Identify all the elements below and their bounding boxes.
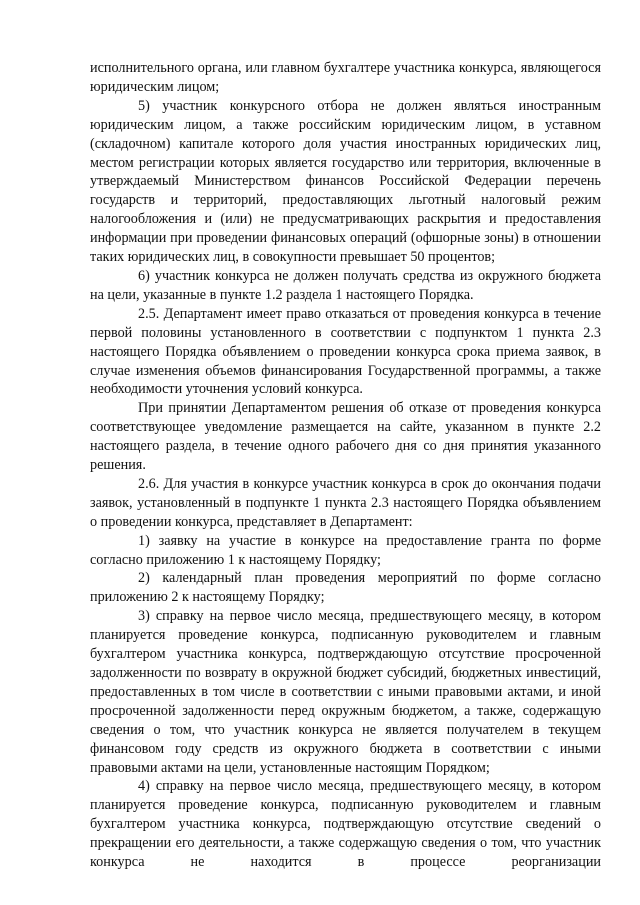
paragraph-list-item-1: 1) заявку на участие в конкурсе на предоставление гранта по форме согласно приложению 1 к настоящему Порядку; bbox=[90, 532, 601, 568]
paragraph-item-5: 5) участник конкурсного отбора не должен являться иностранным юридическим лицом, а также российским юридическим лицом, в уставном (складочном) капитале которого доля участия иностранных юридических лиц, местом регистрации которых является государство или территория, включенные в утверждаемый Министерством финансов Российской Федерации перечень государств и территорий, предоставляющих льготный налоговый режим налогообложения и (или) не предусматривающих раскрытия и предоставления информации при проведении финансовых операций (офшорные зоны) в отношении таких юридических лиц, в совокупности превышает 50 процентов; bbox=[90, 97, 601, 266]
paragraph-list-item-2: 2) календарный план проведения мероприятий по форме согласно приложению 2 к настоящему Порядку; bbox=[90, 570, 601, 606]
paragraph-2-6: 2.6. Для участия в конкурсе участник конкурса в срок до окончания подачи заявок, установленный в подпункте 1 пункта 2.3 настоящего Порядка объявлением о проведении конкурса, представляет в Департамент: bbox=[90, 475, 601, 530]
paragraph-refusal-notice: При принятии Департаментом решения об отказе от проведения конкурса соответствующее уведомление размещается на сайте, указанном в пункте 2.2 настоящего раздела, в течение одного рабочего дня со дня принятия указанного решения. bbox=[90, 400, 601, 474]
paragraph-item-6: 6) участник конкурса не должен получать средства из окружного бюджета на цели, указанные в пункте 1.2 раздела 1 настоящего Порядка. bbox=[90, 267, 601, 303]
document-body bbox=[90, 59, 601, 872]
paragraph-list-item-3: 3) справку на первое число месяца, предшествующего месяцу, в котором планируется проведение конкурса, подписанную руководителем и главным бухгалтером участника конкурса, подтверждающую отсутствие просроченной задолженности по возврату в окружной бюджет субсидий, бюджетных инвестиций, предоставленных в том числе в соответствии с иными правовыми актами, и иной просроченной задолженности перед окружным бюджетом, а также, содержащую сведения о том, что участник конкурса не является получателем в текущем финансовом году средств из окружного бюджета в соответствии с иными правовыми актами на цели, установленные настоящим Порядком; bbox=[90, 608, 601, 776]
paragraph-list-item-4: 4) справку на первое число месяца, предшествующего месяцу, в котором планируется проведение конкурса, подписанную руководителем и главным бухгалтером участника конкурса, подтверждающую отсутствие сведений о прекращении его деятельности, а также содержащую сведения о том, что участник конкурса не находится в процессе реорганизации bbox=[90, 778, 601, 871]
paragraph-continuation: исполнительного органа, или главном бухгалтере участника конкурса, являющегося юридическим лицом; bbox=[90, 60, 601, 95]
paragraph-2-5: 2.5. Департамент имеет право отказаться от проведения конкурса в течение первой половины установленного в соответствии с подпунктом 1 пункта 2.3 настоящего Порядка объявлением о проведении конкурса срока приема заявок, в случае изменения объемов финансирования Государственной программы, а также необходимости уточнения условий конкурса. bbox=[90, 305, 601, 398]
